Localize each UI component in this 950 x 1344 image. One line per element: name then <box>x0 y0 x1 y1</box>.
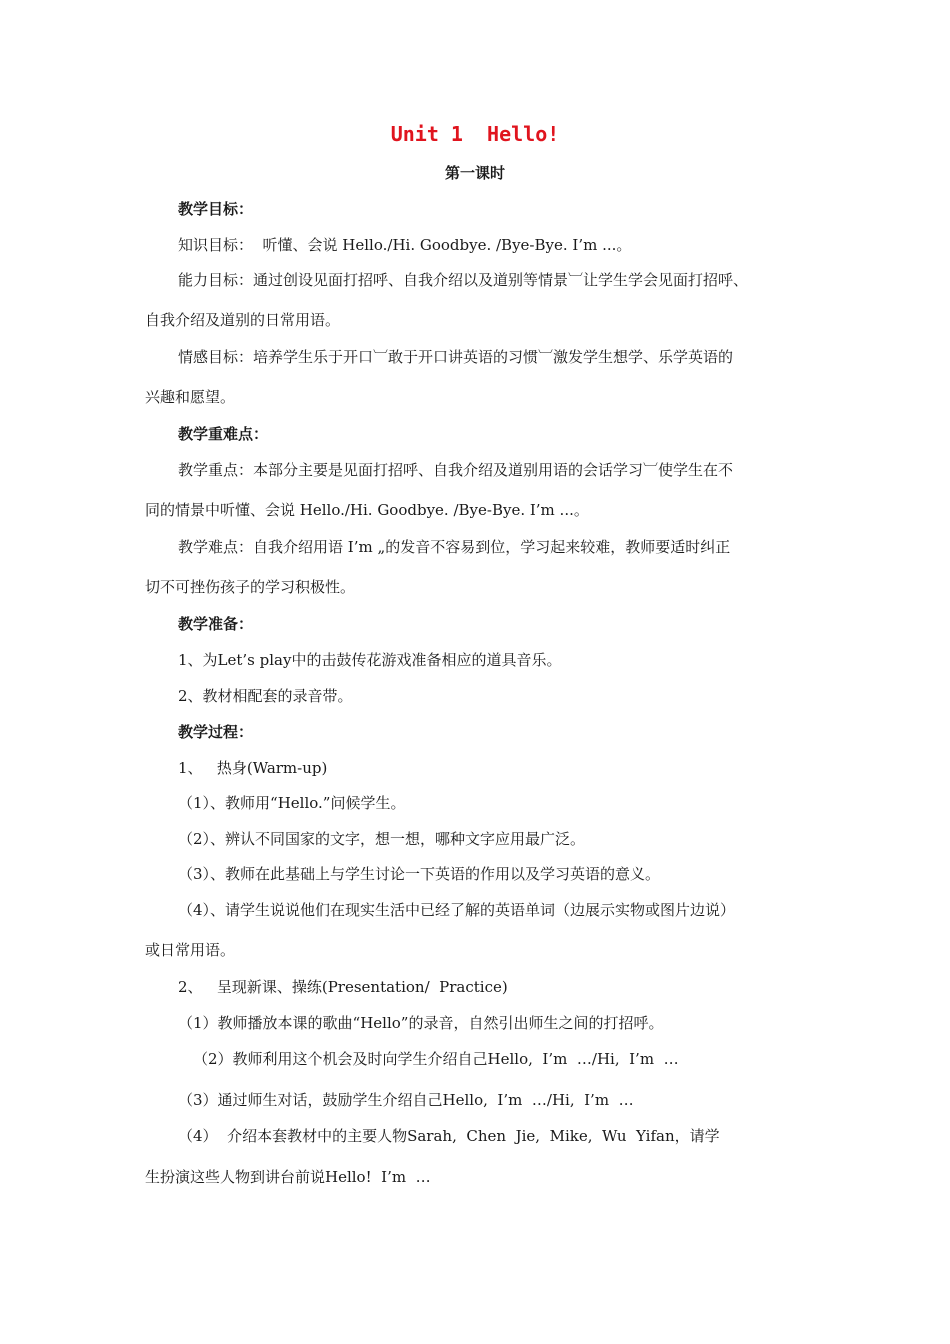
paragraph-line: 教学重点：本部分主要是见面打招呼、自我介绍及道别用语的会话学习︺使学生在不 <box>178 461 734 479</box>
paragraph-line: 情感目标：培养学生乐于开口︺敢于开口讲英语的习惯︺激发学生想学、乐学英语的 <box>178 348 734 366</box>
page-title: Unit 1 Hello! <box>390 122 560 146</box>
section-heading-process: 教学过程： <box>178 723 254 741</box>
paragraph-line: （2）、辨认不同国家的文字，想一想，哪种文字应用最广泛。 <box>178 830 586 848</box>
paragraph-line: （3）通过师生对话，鼓励学生介绍自己Hello, I’m …/Hi, I’m … <box>178 1091 634 1109</box>
paragraph-line: 或日常用语。 <box>145 941 236 959</box>
paragraph-line: （4）、请学生说说他们在现实生活中已经了解的英语单词（边展示实物或图片边说） <box>178 901 736 919</box>
paragraph-line: （1）、教师用“Hello.”问候学生。 <box>178 794 406 812</box>
paragraph-line: 2、教材相配套的录音带。 <box>178 687 353 705</box>
paragraph-line: 1、 热身(Warm-up) <box>178 759 328 777</box>
paragraph-line: 能力目标：通过创设见面打招呼、自我介绍以及道别等情景︺让学生学会见面打招呼、 <box>178 271 749 289</box>
section-heading-key-points: 教学重难点： <box>178 425 269 443</box>
paragraph-line: 教学难点：自我介绍用语 I’m „的发音不容易到位，学习起来较难，教师要适时纠正 <box>178 538 731 556</box>
section-heading-preparation: 教学准备： <box>178 615 254 633</box>
lesson-subtitle: 第一课时 <box>444 164 505 182</box>
paragraph-line: 1、为Let’s play中的击鼓传花游戏准备相应的道具音乐。 <box>178 651 562 669</box>
paragraph-line: 生扮演这些人物到讲台前说Hello! I’m … <box>145 1168 431 1186</box>
paragraph-line: （4） 介绍本套教材中的主要人物Sarah, Chen Jie, Mike, Wu Yifan，请学 <box>178 1127 720 1145</box>
paragraph-line: 兴趣和愿望。 <box>145 388 236 406</box>
paragraph-line: （2）教师利用这个机会及时向学生介绍自己Hello, I’m …/Hi, I’m … <box>193 1050 679 1068</box>
paragraph-line: 切不可挫伤孩子的学习积极性。 <box>145 578 356 596</box>
paragraph-line: 自我介绍及道别的日常用语。 <box>145 311 341 329</box>
paragraph-line: （3）、教师在此基础上与学生讨论一下英语的作用以及学习英语的意义。 <box>178 865 661 883</box>
paragraph-line: （1）教师播放本课的歌曲“Hello”的录音，自然引出师生之间的打招呼。 <box>178 1014 664 1032</box>
paragraph-line: 2、 呈现新课、操练(Presentation/ Practice) <box>178 978 508 996</box>
paragraph-line: 同的情景中听懂、会说 Hello./Hi. Goodbye. /Bye-Bye. I’m ...。 <box>145 501 589 519</box>
section-heading-objectives: 教学目标： <box>178 200 254 218</box>
paragraph-line: 知识目标： 听懂、会说 Hello./Hi. Goodbye. /Bye-Bye. I’m ...。 <box>178 236 632 254</box>
